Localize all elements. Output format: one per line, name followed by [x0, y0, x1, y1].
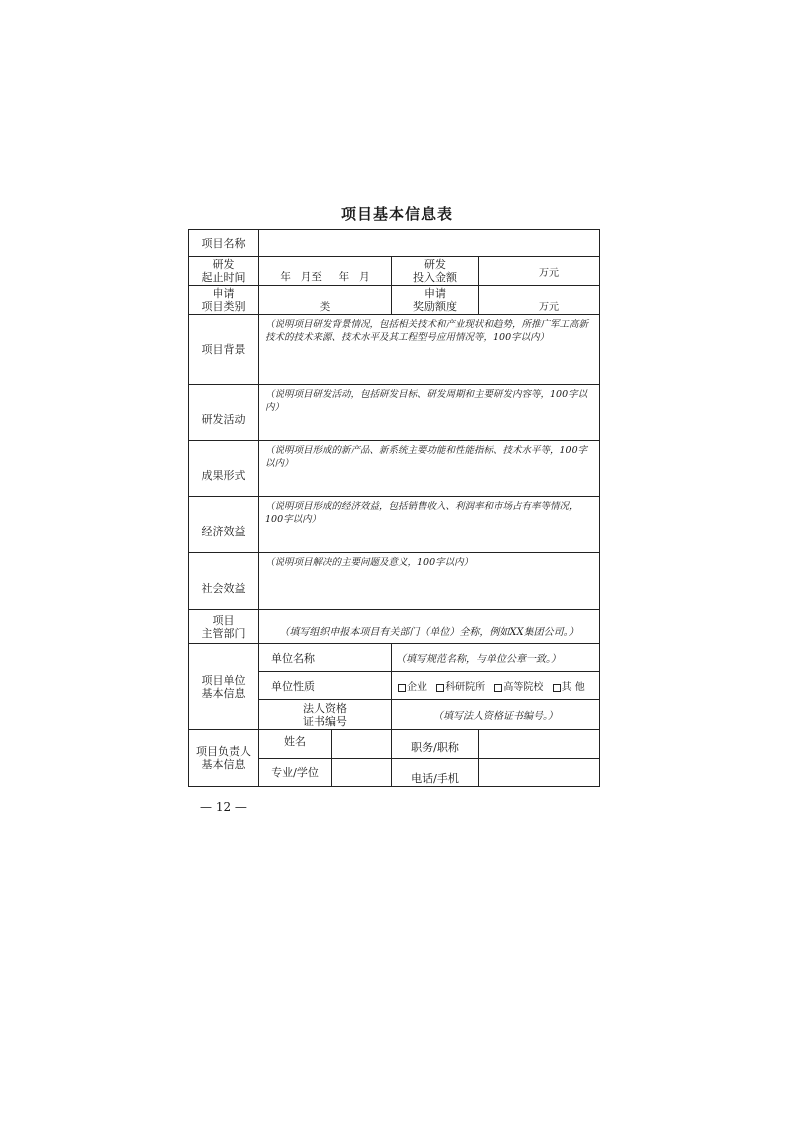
row-economic [189, 497, 600, 553]
checkbox-research-institute[interactable] [436, 684, 444, 692]
row-category [189, 286, 600, 315]
invest-label: 研发 投入金额 [392, 257, 479, 286]
unit-info-label: 项目单位 基本信息 [189, 644, 259, 730]
result-label: 成果形式 [189, 441, 259, 497]
background-label: 项目背景 [189, 315, 259, 385]
leader-major-cell [259, 759, 392, 787]
row-result [189, 441, 600, 497]
background-field[interactable]: （说明项目研发背景情况，包括相关技术和产业现状和趋势，所推广军工高新技术的技术来源、技术水平及其工程型号应用情况等，100字以内） [259, 315, 600, 385]
period-label: 研发 起止时间 [189, 257, 259, 286]
leader-phone-field[interactable] [479, 759, 600, 787]
leader-major-label: 专业/学位 [271, 766, 319, 779]
checkbox-enterprise[interactable] [398, 684, 406, 692]
row-unit-name [189, 644, 600, 672]
dept-field[interactable]: （填写组织申报本项目有关部门（单位）全称，例如XX集团公司。） [259, 610, 600, 644]
row-period [189, 257, 600, 286]
category-label: 申请 项目类别 [189, 286, 259, 315]
checkbox-other[interactable] [553, 684, 561, 692]
project-name-label: 项目名称 [189, 230, 259, 257]
rnd-field[interactable]: （说明项目研发活动，包括研发目标、研发周期和主要研发内容等，100字以内） [259, 385, 600, 441]
row-background [189, 315, 600, 385]
rnd-label: 研发活动 [189, 385, 259, 441]
project-name-field[interactable] [259, 230, 600, 257]
page-number: — 12 — [200, 800, 247, 814]
project-info-table [188, 229, 600, 787]
social-label: 社会效益 [189, 553, 259, 610]
leader-info-label: 项目负责人 基本信息 [189, 730, 259, 787]
leader-title-field[interactable] [479, 730, 600, 759]
category-field[interactable]: 类 [259, 286, 392, 315]
row-rnd [189, 385, 600, 441]
row-project-name [189, 230, 600, 257]
unit-type-options: 企业 科研院所 高等院校 其 他 [392, 672, 600, 700]
leader-name-label: 姓名 [284, 735, 306, 748]
result-field[interactable]: （说明项目形成的新产品、新系统主要功能和性能指标、技术水平等，100字以内） [259, 441, 600, 497]
row-dept [189, 610, 600, 644]
unit-cert-field[interactable]: （填写法人资格证书编号。） [392, 700, 600, 730]
leader-major-field[interactable] [331, 759, 391, 786]
form-title: 项目基本信息表 [340, 205, 453, 223]
leader-title-label: 职务/职称 [392, 730, 479, 759]
social-field[interactable]: （说明项目解决的主要问题及意义，100字以内） [259, 553, 600, 610]
row-social [189, 553, 600, 610]
award-field[interactable]: 万元 [479, 286, 600, 315]
economic-label: 经济效益 [189, 497, 259, 553]
unit-type-label: 单位性质 [259, 672, 392, 700]
row-leader-name [189, 730, 600, 759]
dept-label: 项目 主管部门 [189, 610, 259, 644]
unit-cert-label: 法人资格 证书编号 [259, 700, 392, 730]
unit-name-label: 单位名称 [259, 644, 392, 672]
unit-name-field[interactable]: （填写规范名称，与单位公章一致。） [392, 644, 600, 672]
award-label: 申请 奖励额度 [392, 286, 479, 315]
economic-field[interactable]: （说明项目形成的经济效益，包括销售收入、利润率和市场占有率等情况，100字以内） [259, 497, 600, 553]
leader-name-field[interactable] [331, 730, 391, 758]
leader-phone-label: 电话/手机 [392, 759, 479, 787]
invest-field[interactable]: 万元 [479, 257, 600, 286]
period-field[interactable]: 年 月至 年 月 [259, 257, 392, 286]
leader-name-cell [259, 730, 392, 759]
checkbox-university[interactable] [494, 684, 502, 692]
